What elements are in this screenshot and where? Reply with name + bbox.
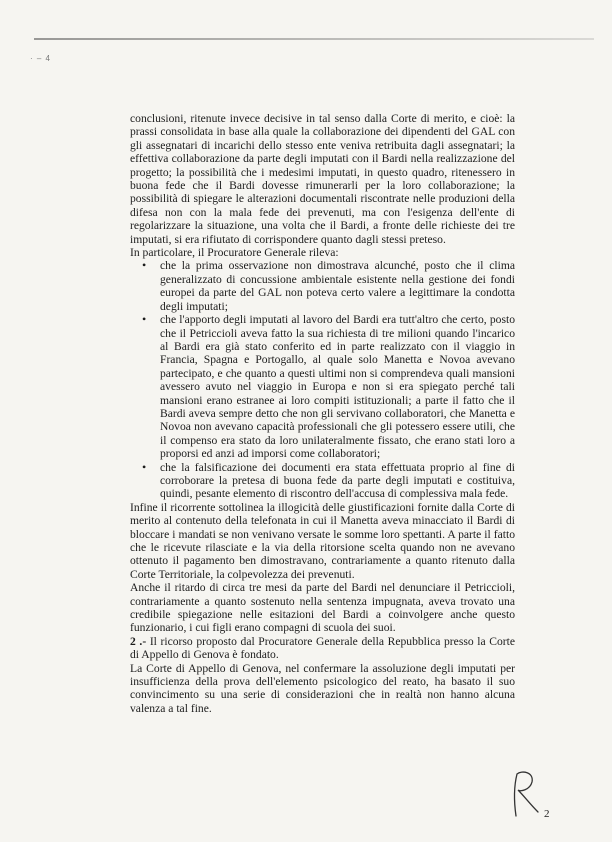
bullet-list [130,259,515,500]
corner-mark: · – 4 [30,54,52,63]
body-text [130,112,515,715]
paragraph-in-particolare: In particolare, il Procuratore Generale rileva: [130,246,339,260]
paragraph-conclusioni: conclusioni, ritenute invece decisive in tal senso dalla Corte di merito, e cioè: la prassi consolidata in base alla quale la collaborazione dei dipendenti del GAL con gli assegnatari di incarichi dello stesso ente veniva retribuita dagli assegnatari; la effettiva collaborazione da parte degli imputati con il Bardi nella realizzazione del progetto; la possibilità che i medesimi imputati, in questo quadro, ritenessero in buona fede che il Bardi dovesse rimunerarli per la loro collaborazione; la possibilità di spiegare le alterazioni documentali riscontrate nelle produzioni della difesa non con la mala fede dei prevenuti, ma con l'esigenza dell'ente di regolarizzare la situazione, una volta che il Bardi, a fronte delle richieste dei tre imputati, si era rifiutato di corrispondere quanto dagli stessi preteso. [130,112,515,246]
section-2-paragraph [130,635,515,662]
handwritten-initial-icon [508,768,542,818]
bullet-item: • che l'apporto degli imputati al lavoro del Bardi era tutt'altro che certo, posto che il Petriccioli aveva fatto la sua richiesta di tre milioni quando l'incarico al Bardi era già stato conferito ed in parte realizzato con il viaggio in Francia, Spagna e Portogallo, al quale solo Manetta e Novoa avevano partecipato, e che quanto a questi ultimi non si comprendeva quali mansioni avessero avuto nel viaggio in Europa e non si era spiegato perché tali mansioni erano estranee ai loro compiti istituzionali; a parte il fatto che il Bardi aveva sempre detto che non gli servivano collaboratori, che Manetta e Novoa non avevano capacità professionali che gli potessero essere utili, che il compenso era stato da loro unilateralmente fissato, che erano stati loro a proporsi ed anzi ad imporsi come collaboratori; [160,313,515,460]
bullet-item: • che la falsificazione dei documenti era stata effettuata proprio al fine di corroborare la pretesa di buona fede da parte degli imputati e costituiva, quindi, pesante elemento di riscontro dell'accusa di complessiva mala fede. [160,461,515,501]
paragraph-anche: Anche il ritardo di circa tre mesi da parte del Bardi nel denunciare il Petriccioli, contrariamente a quanto sostenuto nella sentenza impugnata, aveva trovato una credibile spiegazione nelle esitazioni del Bardi a coinvolgere anche questo funzionario, i cui figli erano compagni di scuola dei suoi. [130,581,515,635]
bullet-item: • che la prima osservazione non dimostrava alcunché, posto che il clima generalizzato di concussione ambientale esistente nella gestione dei fondi europei da parte del GAL non poteva certo valere a legittimare la condotta degli imputati; [160,259,515,313]
paragraph-final: La Corte di Appello di Genova, nel confermare la assoluzione degli imputati per insufficienza della prova dell'elemento psicologico del reato, ha basato il suo convincimento su una serie di considerazioni che in realtà non hanno alcuna valenza a tal fine. [130,661,515,715]
page-number: 2 [544,808,550,820]
scan-edge-line [34,38,594,40]
section-text: Il ricorso proposto dal Procuratore Generale della Repubblica presso la Corte di Appello di Genova è fondato. [130,634,515,662]
paragraph-infine: Infine il ricorrente sottolinea la illogicità delle giustificazioni fornite dalla Corte di merito al contenuto della telefonata in cui il Manetta aveva minacciato il Bardi di bloccare i mandati se non venivano versate le somme loro spettanti. A parte il fatto che le ricevute rilasciate e la via della ritorsione scelta quando non ne avevano ottenuto il pagamento ben dimostravano, contrariamente a quanto ritenuto dalla Corte Territoriale, la colpevolezza dei prevenuti. [130,500,515,581]
section-number: 2 .- [130,634,147,648]
